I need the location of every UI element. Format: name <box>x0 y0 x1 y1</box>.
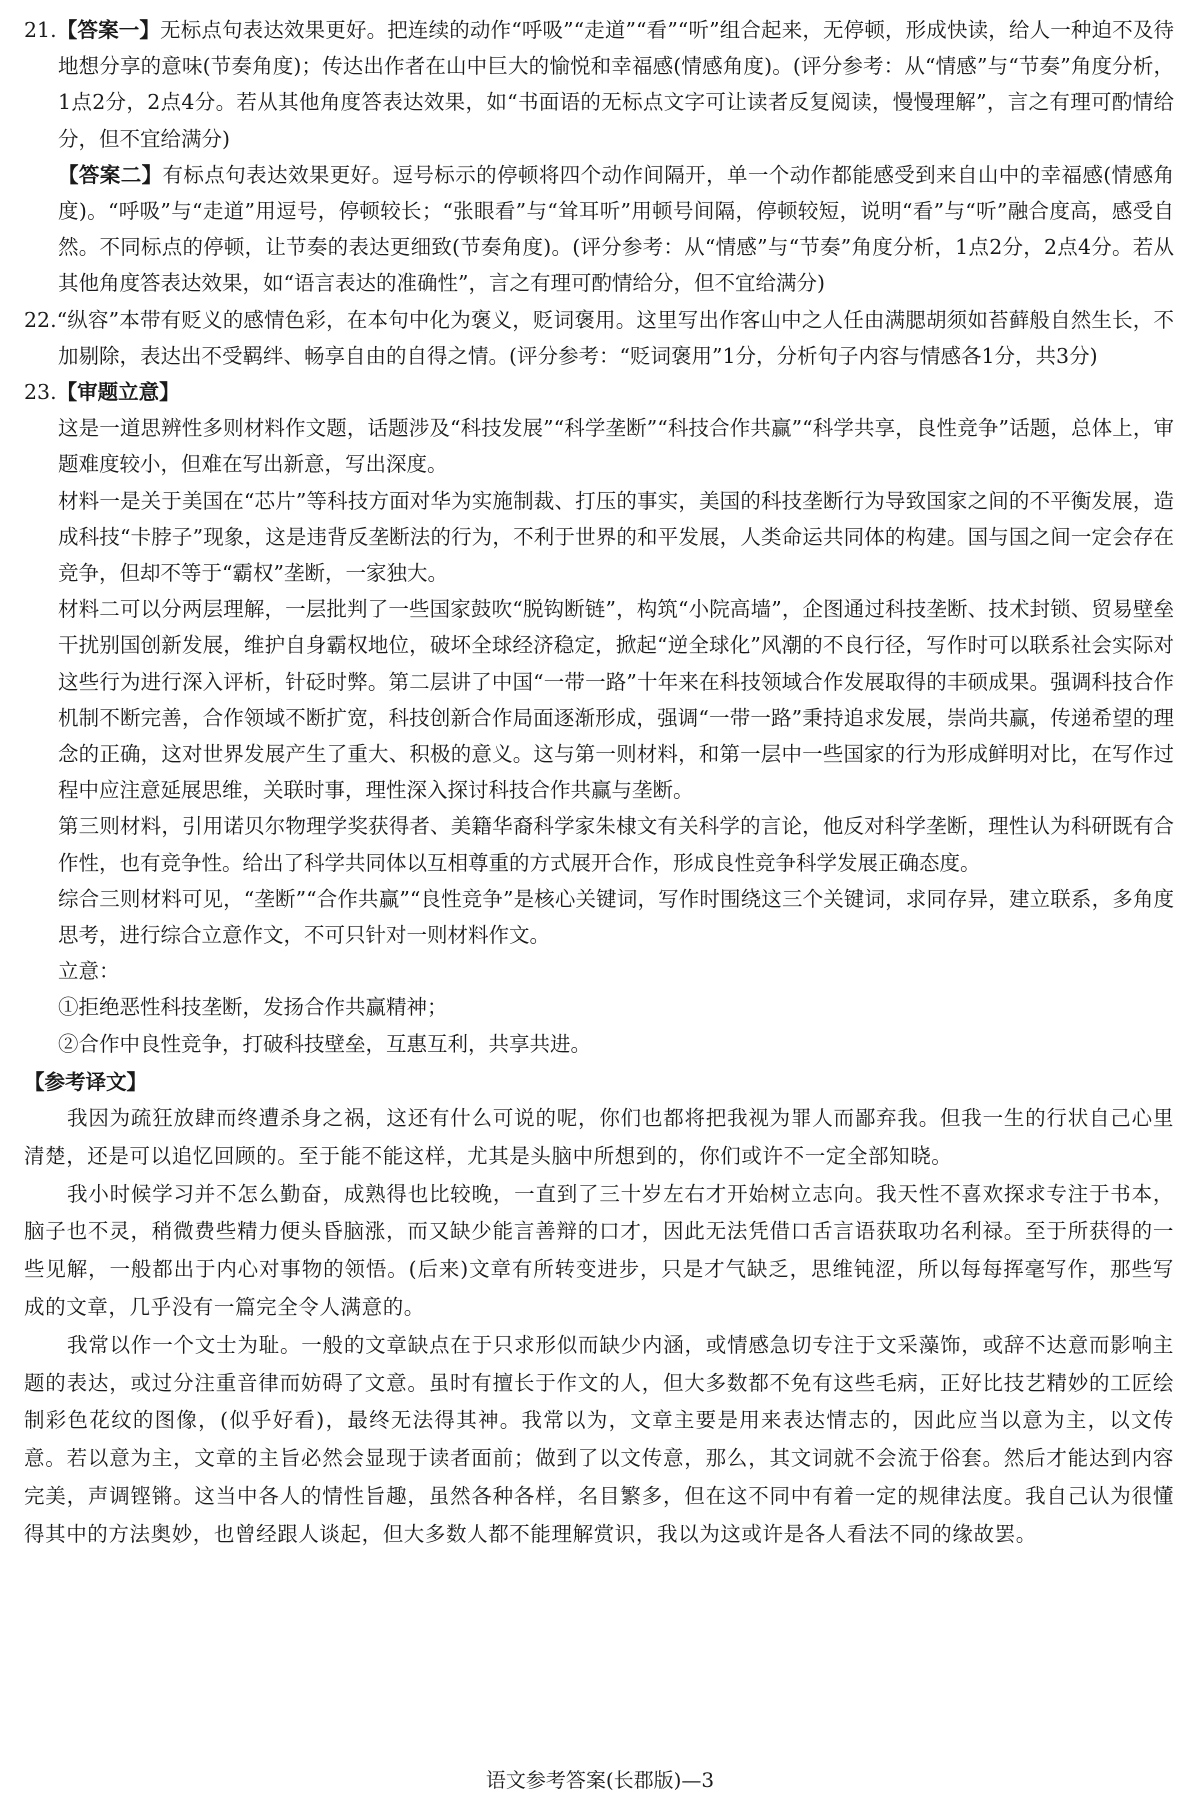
q21-answer1 <box>24 12 1174 157</box>
q23-number: 23. <box>24 380 57 405</box>
q23-heading-label: 【审题立意】 <box>56 380 180 405</box>
q21-answer1-label: 【答案一】 <box>56 18 161 42</box>
q21-answer2-label: 【答案二】 <box>58 162 163 187</box>
q23-theme-item: ②合作中良性竞争，打破科技壁垒，互惠互利，共享共进。 <box>58 1031 591 1056</box>
q21-answer2-text: 有标点句表达效果更好。逗号标示的停顿将四个动作间隔开，单一个动作都能感受到来自山中的幸福感(情感角度)。“呼吸”与“走道”用逗号，停顿较长；“张眼看”与“耸耳听”用顿号间隔，停顿较短，说明“看”与“听”融合度高，感受自然。不同标点的停顿，让节奏的表达更细致(节奏角度)。(评分参考：从“情感”与“节奏”角度分析，1点2分，2点4分。若从其他角度答表达效果，如“语言表达的准确性”，言之有理可酌情给分，但不宜给满分) <box>58 162 1174 296</box>
q23-paragraph: 第三则材料，引用诺贝尔物理学奖获得者、美籍华裔科学家朱棣文有关科学的言论，他反对科学垄断，理性认为科研既有合作性，也有竞争性。给出了科学共同体以互相尊重的方式展开合作，形成良性竞争科学发展正确态度。 <box>58 814 1174 875</box>
q23-paragraph: 这是一道思辨性多则材料作文题，话题涉及“科技发展”“科学垄断”“科技合作共赢”“科学共享，良性竞争”话题，总体上，审题难度较小，但难在写出新意，写出深度。 <box>58 416 1174 477</box>
q23-heading <box>24 374 1174 410</box>
translation-paragraph: 我常以作一个文士为耻。一般的文章缺点在于只求形似而缺少内涵，或情感急切专注于文采藻饰，或辞不达意而影响主题的表达，或过分注重音律而妨碍了文意。虽时有擅长于作文的人，但大多数都不免有这些毛病，正好比技艺精妙的工匠绘制彩色花纹的图像，(似乎好看)，最终无法得其神。我常以为，文章主要是用来表达情志的，因此应当以意为主，以文传意。若以意为主，文章的主旨必然会显现于读者面前；做到了以文传意，那么，其文词就不会流于俗套。然后才能达到内容完美，声调铿锵。这当中各人的情性旨趣，虽然各种各样，名目繁多，但在这不同中有着一定的规律法度。我自己认为很懂得其中的方法奥妙，也曾经跟人谈起，但大多数人都不能理解赏识，我以为这或许是各人看法不同的缘故罢。 <box>24 1332 1174 1546</box>
q23-paragraph: 材料一是关于美国在“芯片”等科技方面对华为实施制裁、打压的事实，美国的科技垄断行为导致国家之间的不平衡发展，造成科技“卡脖子”现象，这是违背反垄断法的行为，不利于世界的和平发展，人类命运共同体的构建。国与国之间一定会存在竞争，但却不等于“霸权”垄断，一家独大。 <box>58 488 1174 586</box>
q23-paragraph: 综合三则材料可见，“垄断”“合作共赢”“良性竞争”是核心关键词，写作时围绕这三个关键词，求同存异，建立联系，多角度思考，进行综合立意作文，不可只针对一则材料作文。 <box>58 886 1174 948</box>
q23-theme-label: 立意： <box>58 959 120 984</box>
q22-text: “纵容”本带有贬义的感情色彩，在本句中化为褒义，贬词褒用。这里写出作客山中之人任由满腮胡须如苔藓般自然生长，不加剔除，表达出不受羁绊、畅享自由的自得之情。(评分参考：“贬词褒用”1分，分析句子内容与情感各1分，共3分) <box>56 307 1174 368</box>
q23-paragraph: 材料二可以分两层理解，一层批判了一些国家鼓吹“脱钩断链”，构筑“小院高墙”，企图通过科技垄断、技术封锁、贸易壁垒干扰别国创新发展，维护自身霸权地位，破坏全球经济稳定，掀起“逆全球化”风潮的不良行径，写作时可以联系社会实际对这些行为进行深入评析，针砭时弊。第二层讲了中国“一带一路”十年来在科技领域合作发展取得的丰硕成果。强调科技合作机制不断完善，合作领域不断扩宽，科技创新合作局面逐渐形成，强调“一带一路”秉持追求发展，崇尚共赢，传递希望的理念的正确，这对世界发展产生了重大、积极的意义。这与第一则材料，和第一层中一些国家的行为形成鲜明对比，在写作过程中应注意延展思维，关联时事，理性深入探讨科技合作共赢与垄断。 <box>58 597 1174 803</box>
translation-paragraph: 我因为疏狂放肆而终遭杀身之祸，这还有什么可说的呢，你们也都将把我视为罪人而鄙弃我。但我一生的行状自己心里清楚，还是可以追忆回顾的。至于能不能这样，尤其是头脑中所想到的，你们或许不一定全部知晓。 <box>24 1106 1174 1168</box>
translation-paragraph: 我小时候学习并不怎么勤奋，成熟得也比较晚，一直到了三十岁左右才开始树立志向。我天性不喜欢探求专注于书本，脑子也不灵，稍微费些精力便头昏脑涨，而又缺少能言善辩的口才，因此无法凭借口舌言语获取功名利禄。至于所获得的一些见解，一般都出于内心对事物的领悟。(后来)文章有所转变进步，只是才气缺乏，思维钝涩，所以每每挥毫写作，那些写成的文章，几乎没有一篇完全令人满意的。 <box>24 1181 1174 1320</box>
translation-heading: 【参考译文】 <box>24 1069 147 1094</box>
q22-answer <box>24 302 1174 374</box>
q21-answer2 <box>24 157 1174 302</box>
q23-theme-item: ①拒绝恶性科技垄断，发扬合作共赢精神； <box>58 995 448 1020</box>
page-footer: 语文参考答案(长郡版)—3 <box>485 1768 715 1792</box>
q21-number: 21. <box>24 18 57 42</box>
q21-answer1-text: 无标点句表达效果更好。把连续的动作“呼吸”“走道”“看”“听”组合起来，无停顿，形成快读，给人一种迫不及待地想分享的意味(节奏角度)；传达出作者在山中巨大的愉悦和幸福感(情感角度)。(评分参考：从“情感”与“节奏”角度分析，1点2分，2点4分。若从其他角度答表达效果，如“书面语的无标点文字可让读者反复阅读，慢慢理解”，言之有理可酌情给分，但不宜给满分) <box>58 18 1175 151</box>
q22-number: 22. <box>24 307 57 332</box>
